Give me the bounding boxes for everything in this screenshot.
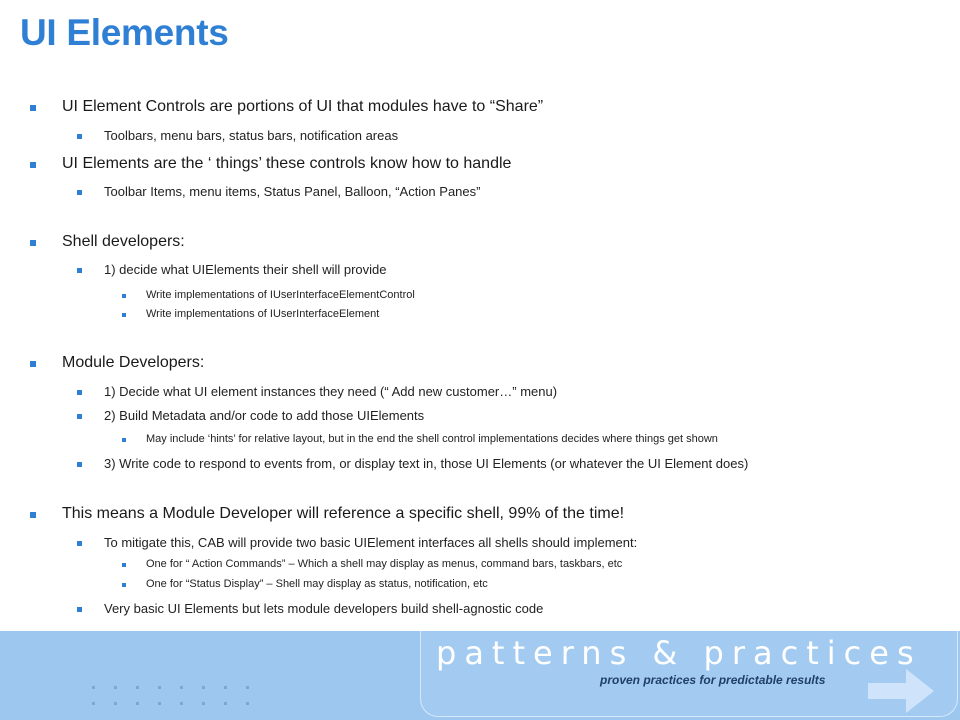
bullet-text-level-2: 1) decide what UIElements their shell will provide bbox=[104, 262, 387, 277]
square-bullet-icon bbox=[77, 134, 82, 139]
brand-tagline: proven practices for predictable results bbox=[600, 673, 826, 687]
bullet-text-level-3: May include ‘hints’ for relative layout, but in the end the shell control implementations decides where things get shown bbox=[146, 433, 718, 445]
arrow-right-icon bbox=[862, 661, 942, 720]
decorative-dot bbox=[92, 686, 95, 689]
bullet-text-level-1: UI Elements are the ‘ things’ these controls know how to handle bbox=[62, 155, 512, 172]
square-bullet-icon bbox=[77, 462, 82, 467]
decorative-dot bbox=[246, 702, 249, 705]
square-bullet-icon bbox=[122, 438, 126, 442]
square-bullet-icon bbox=[77, 414, 82, 419]
decorative-dot bbox=[114, 686, 117, 689]
bullet-text-level-2: 2) Build Metadata and/or code to add those UIElements bbox=[104, 408, 425, 423]
bullet-text-level-3: Write implementations of IUserInterfaceElement bbox=[146, 308, 380, 320]
bullet-text-level-2: Toolbars, menu bars, status bars, notification areas bbox=[104, 128, 399, 143]
square-bullet-icon bbox=[122, 563, 126, 567]
decorative-dot bbox=[158, 702, 161, 705]
square-bullet-icon bbox=[30, 240, 36, 246]
square-bullet-icon bbox=[122, 313, 126, 317]
decorative-dot bbox=[224, 686, 227, 689]
square-bullet-icon bbox=[77, 607, 82, 612]
square-bullet-icon bbox=[30, 162, 36, 168]
bullet-text-level-2: Very basic UI Elements but lets module developers build shell-agnostic code bbox=[104, 601, 544, 616]
square-bullet-icon bbox=[30, 361, 36, 367]
slide-title: UI Elements bbox=[20, 12, 229, 53]
bullet-text-level-3: One for “ Action Commands” – Which a shell may display as menus, command bars, taskbars, etc bbox=[146, 558, 623, 570]
bullet-text-level-1: Module Developers: bbox=[62, 354, 205, 371]
square-bullet-icon bbox=[77, 541, 82, 546]
square-bullet-icon bbox=[122, 294, 126, 298]
bullet-text-level-1: This means a Module Developer will reference a specific shell, 99% of the time! bbox=[62, 505, 625, 522]
decorative-dot-grid bbox=[92, 686, 262, 716]
decorative-dot bbox=[180, 686, 183, 689]
bullet-text-level-1: UI Element Controls are portions of UI that modules have to “Share” bbox=[62, 98, 544, 115]
square-bullet-icon bbox=[30, 512, 36, 518]
decorative-dot bbox=[92, 702, 95, 705]
decorative-dot bbox=[202, 686, 205, 689]
square-bullet-icon bbox=[77, 190, 82, 195]
bullet-text-level-1: Shell developers: bbox=[62, 233, 185, 250]
bullet-text-level-2: 1) Decide what UI element instances they need (“ Add new customer…” menu) bbox=[104, 384, 558, 399]
bullet-text-level-3: Write implementations of IUserInterfaceElementControl bbox=[146, 289, 415, 301]
decorative-dot bbox=[202, 702, 205, 705]
decorative-dot bbox=[224, 702, 227, 705]
decorative-dot bbox=[136, 702, 139, 705]
bullet-text-level-2: Toolbar Items, menu items, Status Panel, Balloon, “Action Panes” bbox=[104, 184, 481, 199]
brand-name: patterns & practices bbox=[436, 634, 922, 672]
square-bullet-icon bbox=[77, 390, 82, 395]
decorative-dot bbox=[158, 686, 161, 689]
decorative-dot bbox=[136, 686, 139, 689]
square-bullet-icon bbox=[30, 105, 36, 111]
decorative-dot bbox=[246, 686, 249, 689]
decorative-dot bbox=[114, 702, 117, 705]
footer-band bbox=[0, 631, 960, 720]
square-bullet-icon bbox=[122, 583, 126, 587]
bullet-text-level-3: One for “Status Display” – Shell may display as status, notification, etc bbox=[146, 578, 488, 590]
decorative-dot bbox=[180, 702, 183, 705]
bullet-text-level-2: To mitigate this, CAB will provide two basic UIElement interfaces all shells should implement: bbox=[104, 535, 638, 550]
square-bullet-icon bbox=[77, 268, 82, 273]
bullet-text-level-2: 3) Write code to respond to events from, or display text in, those UI Elements (or whatever the UI Element does) bbox=[104, 456, 749, 471]
